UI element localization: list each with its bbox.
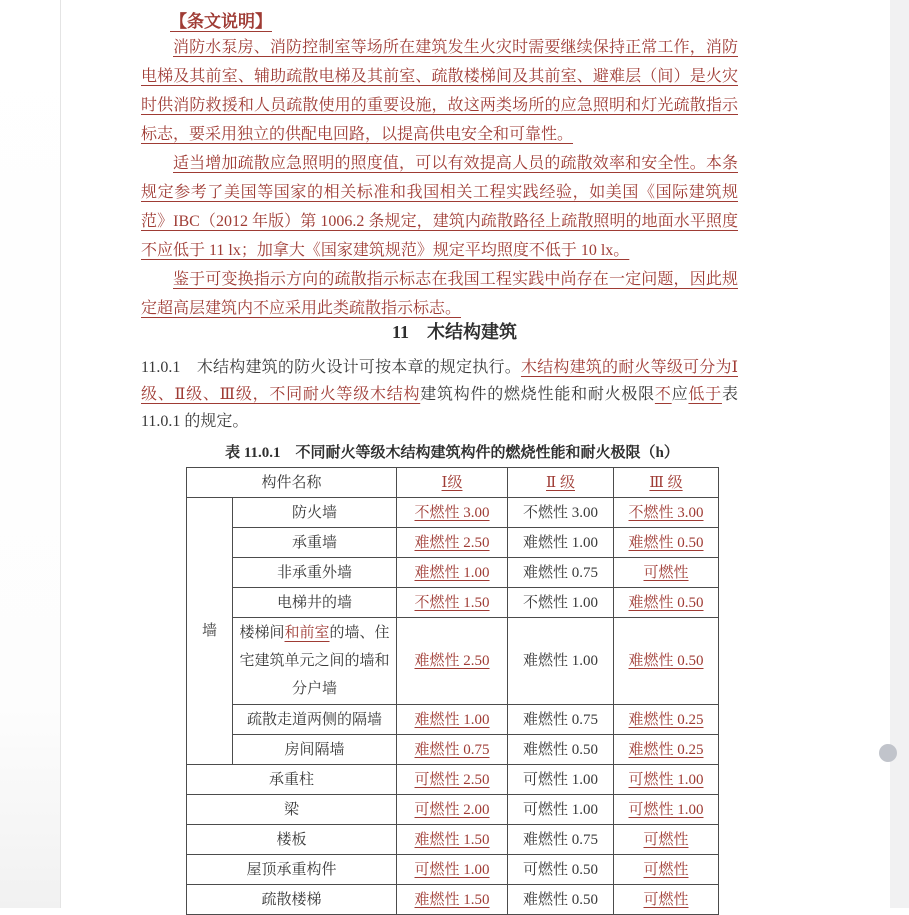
fire-resistance-table: [186, 467, 719, 915]
clause-run-black: 建筑构件的燃烧性能和耐火极限: [420, 386, 655, 403]
component-name-cell: [233, 618, 397, 705]
page-edge-line: [60, 0, 61, 908]
clause-run-red: 木结构建筑的耐火等级可分为Ⅰ级、Ⅱ级、Ⅲ级，不同耐火等级木结构: [141, 359, 738, 403]
value-cell: 难燃性 0.50: [614, 588, 719, 618]
value-cell: 可燃性 1.00: [508, 795, 614, 825]
wall-group-cell: 墙: [187, 498, 233, 765]
component-name-cell: 承重墙: [233, 528, 397, 558]
chapter-heading: 11 木结构建筑: [391, 322, 517, 342]
table-row: [187, 705, 719, 735]
value-cell: 可燃性: [614, 825, 719, 855]
value-cell: 不燃性 3.00: [614, 498, 719, 528]
value-cell: 可燃性 2.00: [397, 795, 508, 825]
table-row: [187, 558, 719, 588]
value-cell: 不燃性 1.50: [397, 588, 508, 618]
value-cell: 难燃性 1.00: [397, 705, 508, 735]
value-cell: 难燃性 1.00: [508, 618, 614, 705]
value-cell: 难燃性 0.50: [508, 885, 614, 915]
annotation-paragraph: 消防水泵房、消防控制室等场所在建筑发生火灾时需要继续保持正常工作，消防电梯及其前室、辅助疏散电梯及其前室、疏散楼梯间及其前室、避难层（间）是火灾时供消防救援和人员疏散使用的重要设施，故这两类场所的应急照明和灯光疏散指示标志，要采用独立的供配电回路，以提高供电安全和可靠性。: [141, 39, 738, 143]
component-name-cell: 疏散楼梯: [187, 885, 397, 915]
component-name-cell: 非承重外墙: [233, 558, 397, 588]
value-cell: 可燃性: [614, 855, 719, 885]
table-row: [187, 618, 719, 705]
value-cell: 难燃性 0.75: [397, 735, 508, 765]
scrollbar-thumb[interactable]: [879, 744, 897, 762]
table-row: [187, 855, 719, 885]
annotation-heading: 【条文说明】: [170, 12, 272, 31]
value-cell: 难燃性 0.50: [614, 618, 719, 705]
value-cell: 难燃性 0.25: [614, 735, 719, 765]
value-cell: 难燃性 0.25: [614, 705, 719, 735]
value-cell: 不燃性 3.00: [397, 498, 508, 528]
table-row: [187, 588, 719, 618]
table-row: [187, 735, 719, 765]
clause-run-red: 低于: [688, 386, 722, 403]
value-cell: 可燃性 0.50: [508, 855, 614, 885]
page-left-shade: [0, 0, 60, 908]
scrollbar-track[interactable]: [890, 0, 909, 908]
value-cell: 难燃性 1.00: [397, 558, 508, 588]
table-row: [187, 765, 719, 795]
value-cell: 可燃性 2.50: [397, 765, 508, 795]
table-row: [187, 825, 719, 855]
value-cell: 不燃性 3.00: [508, 498, 614, 528]
value-cell: 难燃性 0.75: [508, 705, 614, 735]
table-row: [187, 528, 719, 558]
value-cell: 可燃性 1.00: [508, 765, 614, 795]
value-cell: 难燃性 2.50: [397, 528, 508, 558]
component-name-cell: 楼板: [187, 825, 397, 855]
value-cell: 难燃性 0.50: [614, 528, 719, 558]
value-cell: 难燃性 1.50: [397, 885, 508, 915]
value-cell: 可燃性 1.00: [614, 795, 719, 825]
component-name-cell: 防火墙: [233, 498, 397, 528]
value-cell: 可燃性 1.00: [614, 765, 719, 795]
value-cell: 难燃性 1.50: [397, 825, 508, 855]
value-cell: 不燃性 1.00: [508, 588, 614, 618]
document-content: [141, 0, 738, 908]
value-cell: 难燃性 1.00: [508, 528, 614, 558]
component-name-cell: 疏散走道两侧的隔墙: [233, 705, 397, 735]
annotation-paragraph: 适当增加疏散应急照明的照度值，可以有效提高人员的疏散效率和安全性。本条规定参考了美国等国家的相关标准和我国相关工程实践经验，如美国《国际建筑规范》IBC（2012 年版）第 1006.2 条规定，建筑内疏散路径上疏散照明的地面水平照度不应低于 11 lx；加拿大《国家建筑规范》规定平均照度不低于 10 lx。: [141, 155, 738, 259]
clause-11-0-1: [141, 354, 738, 435]
header-grade-1: Ⅰ级: [397, 468, 508, 498]
clause-run-black: 应: [671, 386, 689, 403]
annotation-paragraph: 鉴于可变换指示方向的疏散指示标志在我国工程实践中尚存在一定问题，因此规定超高层建筑内不应采用此类疏散指示标志。: [141, 271, 738, 317]
component-name-cell: 电梯井的墙: [233, 588, 397, 618]
value-cell: 难燃性 0.75: [508, 558, 614, 588]
table-header-row: [187, 468, 719, 498]
table-row: [187, 885, 719, 915]
header-grade-2: Ⅱ 级: [508, 468, 614, 498]
header-component-name: 构件名称: [187, 468, 397, 498]
table-title: 表 11.0.1 不同耐火等级木结构建筑构件的燃烧性能和耐火极限（h）: [225, 445, 679, 461]
table-row: [187, 795, 719, 825]
value-cell: 可燃性 1.00: [397, 855, 508, 885]
annotation-paragraphs: [141, 33, 738, 323]
table-row: [187, 498, 719, 528]
name-run-black: 楼梯间: [239, 625, 285, 641]
component-name-cell: 屋顶承重构件: [187, 855, 397, 885]
component-name-cell: 梁: [187, 795, 397, 825]
clause-run-black: 11.0.1 木结构建筑的防火设计可按本章的规定执行。: [141, 359, 521, 376]
header-grade-3: Ⅲ 级: [614, 468, 719, 498]
clause-run-black: 表 11.0.1 的规定。: [141, 386, 738, 430]
component-name-cell: 承重柱: [187, 765, 397, 795]
component-name-cell: 房间隔墙: [233, 735, 397, 765]
value-cell: 难燃性 2.50: [397, 618, 508, 705]
value-cell: 可燃性: [614, 558, 719, 588]
name-run-red: 和前室: [284, 625, 330, 641]
name-run-black: 的墙、住宅建筑单元之间的墙和分户墙: [239, 625, 390, 697]
value-cell: 难燃性 0.50: [508, 735, 614, 765]
clause-run-red: 不: [654, 386, 672, 403]
value-cell: 难燃性 0.75: [508, 825, 614, 855]
value-cell: 可燃性: [614, 885, 719, 915]
